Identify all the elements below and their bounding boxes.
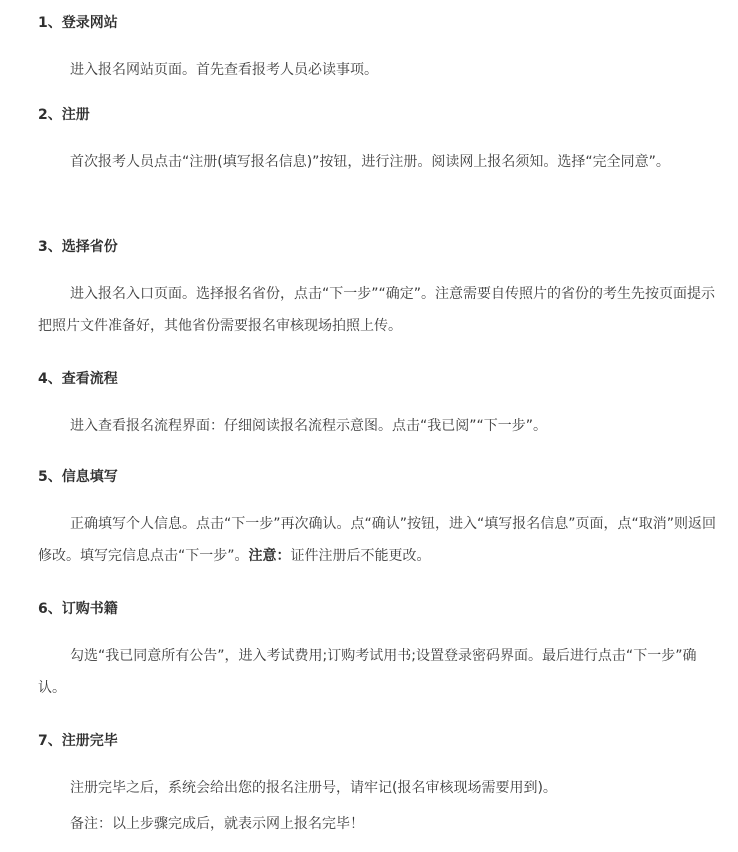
section-heading-1: 1、登录网站 — [38, 15, 118, 31]
section-text-4: 进入查看报名流程界面：仔细阅读报名流程示意图。点击“我已阅”“下一步”。 — [70, 418, 548, 434]
section-text-2: 首次报考人员点击“注册(填写报名信息)”按钮，进行注册。阅读网上报名须知。选择“完全同意”。 — [70, 154, 670, 170]
section-text-7: 注册完毕之后，系统会给出您的报名注册号，请牢记(报名审核现场需要用到)。 — [70, 780, 557, 796]
section-text-5 — [38, 508, 718, 572]
section-text-5-note: 证件注册后不能更改。 — [290, 548, 431, 564]
section-heading-4: 4、查看流程 — [38, 371, 118, 387]
section-text-3: 进入报名入口页面。选择报名省份，点击“下一步”“确定”。注意需要自传照片的省份的考生先按页面提示把照片文件准备好，其他省份需要报名审核现场拍照上传。 — [38, 286, 716, 334]
section-heading-2: 2、注册 — [38, 107, 90, 123]
section-text-6: 勾选“我已同意所有公告”，进入考试费用;订购考试用书;设置登录密码界面。最后进行点击“下一步”确认。 — [38, 648, 697, 696]
section-heading-6: 6、订购书籍 — [38, 601, 118, 617]
section-heading-3: 3、选择省份 — [38, 239, 118, 255]
note-label: 注意： — [248, 548, 291, 564]
section-heading-7: 7、注册完毕 — [38, 733, 118, 749]
section-heading-5: 5、信息填写 — [38, 469, 118, 485]
section-text-1: 进入报名网站页面。首先查看报考人员必读事项。 — [70, 62, 378, 78]
section-text-5-main: 正确填写个人信息。点击“下一步”再次确认。点“确认”按钮，进入“填写报名信息”页面，点“取消”则返回修改。填写完信息点击“下一步”。 — [38, 516, 717, 564]
remark-text: 备注：以上步骤完成后，就表示网上报名完毕！ — [70, 816, 364, 832]
